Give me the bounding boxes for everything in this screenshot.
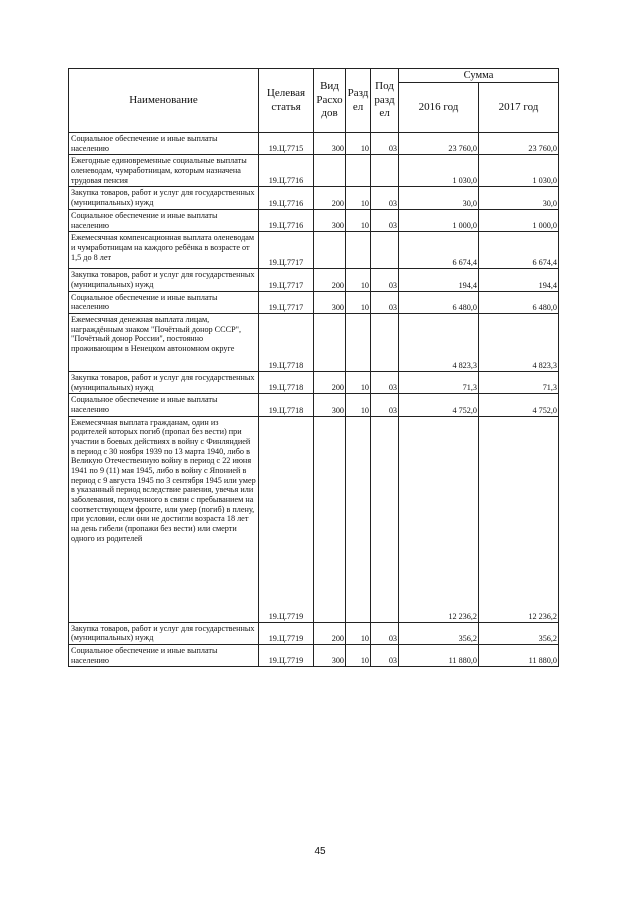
row-section	[346, 155, 371, 187]
header-sum: Сумма	[399, 69, 559, 83]
row-expense-type: 300	[314, 209, 346, 231]
row-sum-2017: 11 880,0	[479, 644, 559, 666]
table-row	[69, 622, 559, 644]
row-target-article: 19.Ц.7718	[259, 394, 314, 416]
row-subsection: 03	[371, 269, 399, 291]
row-subsection: 03	[371, 394, 399, 416]
row-sum-2017: 23 760,0	[479, 133, 559, 155]
row-section: 10	[346, 269, 371, 291]
header-subsection: Под разд ел	[371, 69, 399, 133]
row-sum-2016: 6 480,0	[399, 291, 479, 313]
row-subsection: 03	[371, 291, 399, 313]
row-sum-2017: 194,4	[479, 269, 559, 291]
row-name: Ежемесячная выплата гражданам, один из родителей которых погиб (пропал без вести) при участии в боевых действиях в войну с Финляндией в период с 30 ноября 1939 по 13 марта 1940, либо в Великую Отечественную войну в период с 22 июня 1941 по 9 (11) мая 1945, либо в войну с Японией в период с 9 августа 1945 по 3 сентября 1945 или умер в указанный период вследствие ранения, увечья или заболевания, полученного в связи с пребыванием на соответствующем фронте, или умер (погиб) в плену, при условии, если они не достигли возраста 18 лет на день гибели (пропажи без вести) или смерти одного из родителей	[69, 416, 259, 622]
row-section: 10	[346, 371, 371, 393]
row-target-article: 19.Ц.7716	[259, 187, 314, 209]
row-name: Ежемесячная денежная выплата лицам, награждённым знаком "Почётный донор СССР", "Почётный донор России", постоянно проживающим в Ненецком автономном округе	[69, 313, 259, 371]
header-expense-type: Вид Расхо дов	[314, 69, 346, 133]
row-sum-2017: 6 674,4	[479, 232, 559, 269]
row-expense-type: 300	[314, 291, 346, 313]
table-row	[69, 155, 559, 187]
row-section	[346, 232, 371, 269]
row-target-article: 19.Ц.7718	[259, 371, 314, 393]
header-target-article: Целевая статья	[259, 69, 314, 133]
row-sum-2016: 4 752,0	[399, 394, 479, 416]
row-expense-type: 300	[314, 394, 346, 416]
row-target-article: 19.Ц.7716	[259, 209, 314, 231]
row-expense-type: 200	[314, 371, 346, 393]
row-section	[346, 416, 371, 622]
row-sum-2016: 194,4	[399, 269, 479, 291]
row-target-article: 19.Ц.7719	[259, 416, 314, 622]
row-target-article: 19.Ц.7719	[259, 644, 314, 666]
row-name: Социальное обеспечение и иные выплаты населению	[69, 209, 259, 231]
table-body	[69, 133, 559, 667]
row-name: Социальное обеспечение и иные выплаты населению	[69, 133, 259, 155]
row-section: 10	[346, 622, 371, 644]
row-sum-2016: 1 000,0	[399, 209, 479, 231]
header-year-2016: 2016 год	[399, 83, 479, 133]
row-sum-2017: 356,2	[479, 622, 559, 644]
table-header	[69, 69, 559, 133]
table-row	[69, 371, 559, 393]
row-section: 10	[346, 394, 371, 416]
table-row	[69, 232, 559, 269]
row-section: 10	[346, 644, 371, 666]
row-section: 10	[346, 187, 371, 209]
table-row	[69, 313, 559, 371]
row-subsection	[371, 416, 399, 622]
row-section: 10	[346, 133, 371, 155]
row-section	[346, 313, 371, 371]
row-sum-2017: 12 236,2	[479, 416, 559, 622]
row-sum-2016: 6 674,4	[399, 232, 479, 269]
page-number: 45	[314, 846, 326, 857]
row-sum-2016: 71,3	[399, 371, 479, 393]
row-subsection: 03	[371, 133, 399, 155]
row-expense-type	[314, 416, 346, 622]
row-name: Ежемесячная компенсационная выплата оленеводам и чумработницам на каждого ребёнка в возрасте от 1,5 до 8 лет	[69, 232, 259, 269]
row-name: Закупка товаров, работ и услуг для государственных (муниципальных) нужд	[69, 269, 259, 291]
row-section: 10	[346, 209, 371, 231]
row-subsection: 03	[371, 187, 399, 209]
header-name: Наименование	[69, 69, 259, 133]
row-target-article: 19.Ц.7719	[259, 622, 314, 644]
row-subsection: 03	[371, 644, 399, 666]
row-expense-type	[314, 232, 346, 269]
row-sum-2016: 11 880,0	[399, 644, 479, 666]
budget-table	[68, 68, 559, 667]
row-section: 10	[346, 291, 371, 313]
row-expense-type: 200	[314, 187, 346, 209]
row-sum-2017: 1 000,0	[479, 209, 559, 231]
table-row	[69, 394, 559, 416]
row-subsection	[371, 313, 399, 371]
row-name: Закупка товаров, работ и услуг для государственных (муниципальных) нужд	[69, 187, 259, 209]
row-target-article: 19.Ц.7717	[259, 232, 314, 269]
row-target-article: 19.Ц.7716	[259, 155, 314, 187]
row-expense-type: 300	[314, 644, 346, 666]
row-name: Закупка товаров, работ и услуг для государственных (муниципальных) нужд	[69, 371, 259, 393]
row-name: Закупка товаров, работ и услуг для государственных (муниципальных) нужд	[69, 622, 259, 644]
row-subsection	[371, 232, 399, 269]
header-section: Разд ел	[346, 69, 371, 133]
row-sum-2017: 30,0	[479, 187, 559, 209]
row-sum-2017: 4 823,3	[479, 313, 559, 371]
row-target-article: 19.Ц.7717	[259, 269, 314, 291]
row-sum-2016: 23 760,0	[399, 133, 479, 155]
header-year-2017: 2017 год	[479, 83, 559, 133]
row-sum-2017: 1 030,0	[479, 155, 559, 187]
table-row	[69, 291, 559, 313]
row-sum-2016: 12 236,2	[399, 416, 479, 622]
row-expense-type: 200	[314, 269, 346, 291]
row-expense-type: 300	[314, 133, 346, 155]
row-sum-2017: 6 480,0	[479, 291, 559, 313]
row-target-article: 19.Ц.7718	[259, 313, 314, 371]
row-name: Социальное обеспечение и иные выплаты населению	[69, 291, 259, 313]
row-sum-2017: 4 752,0	[479, 394, 559, 416]
table-row	[69, 209, 559, 231]
row-sum-2016: 30,0	[399, 187, 479, 209]
table-row	[69, 187, 559, 209]
row-subsection: 03	[371, 622, 399, 644]
row-sum-2017: 71,3	[479, 371, 559, 393]
table-row	[69, 416, 559, 622]
row-name: Социальное обеспечение и иные выплаты населению	[69, 394, 259, 416]
row-expense-type	[314, 155, 346, 187]
row-sum-2016: 356,2	[399, 622, 479, 644]
row-expense-type	[314, 313, 346, 371]
row-target-article: 19.Ц.7715	[259, 133, 314, 155]
table-row	[69, 133, 559, 155]
row-subsection: 03	[371, 371, 399, 393]
row-expense-type: 200	[314, 622, 346, 644]
table-row	[69, 269, 559, 291]
row-name: Ежегодные единовременные социальные выплаты оленеводам, чумработницам, которым назначена трудовая пенсия	[69, 155, 259, 187]
row-subsection	[371, 155, 399, 187]
row-sum-2016: 1 030,0	[399, 155, 479, 187]
table-row	[69, 644, 559, 666]
row-name: Социальное обеспечение и иные выплаты населению	[69, 644, 259, 666]
row-target-article: 19.Ц.7717	[259, 291, 314, 313]
row-sum-2016: 4 823,3	[399, 313, 479, 371]
row-subsection: 03	[371, 209, 399, 231]
